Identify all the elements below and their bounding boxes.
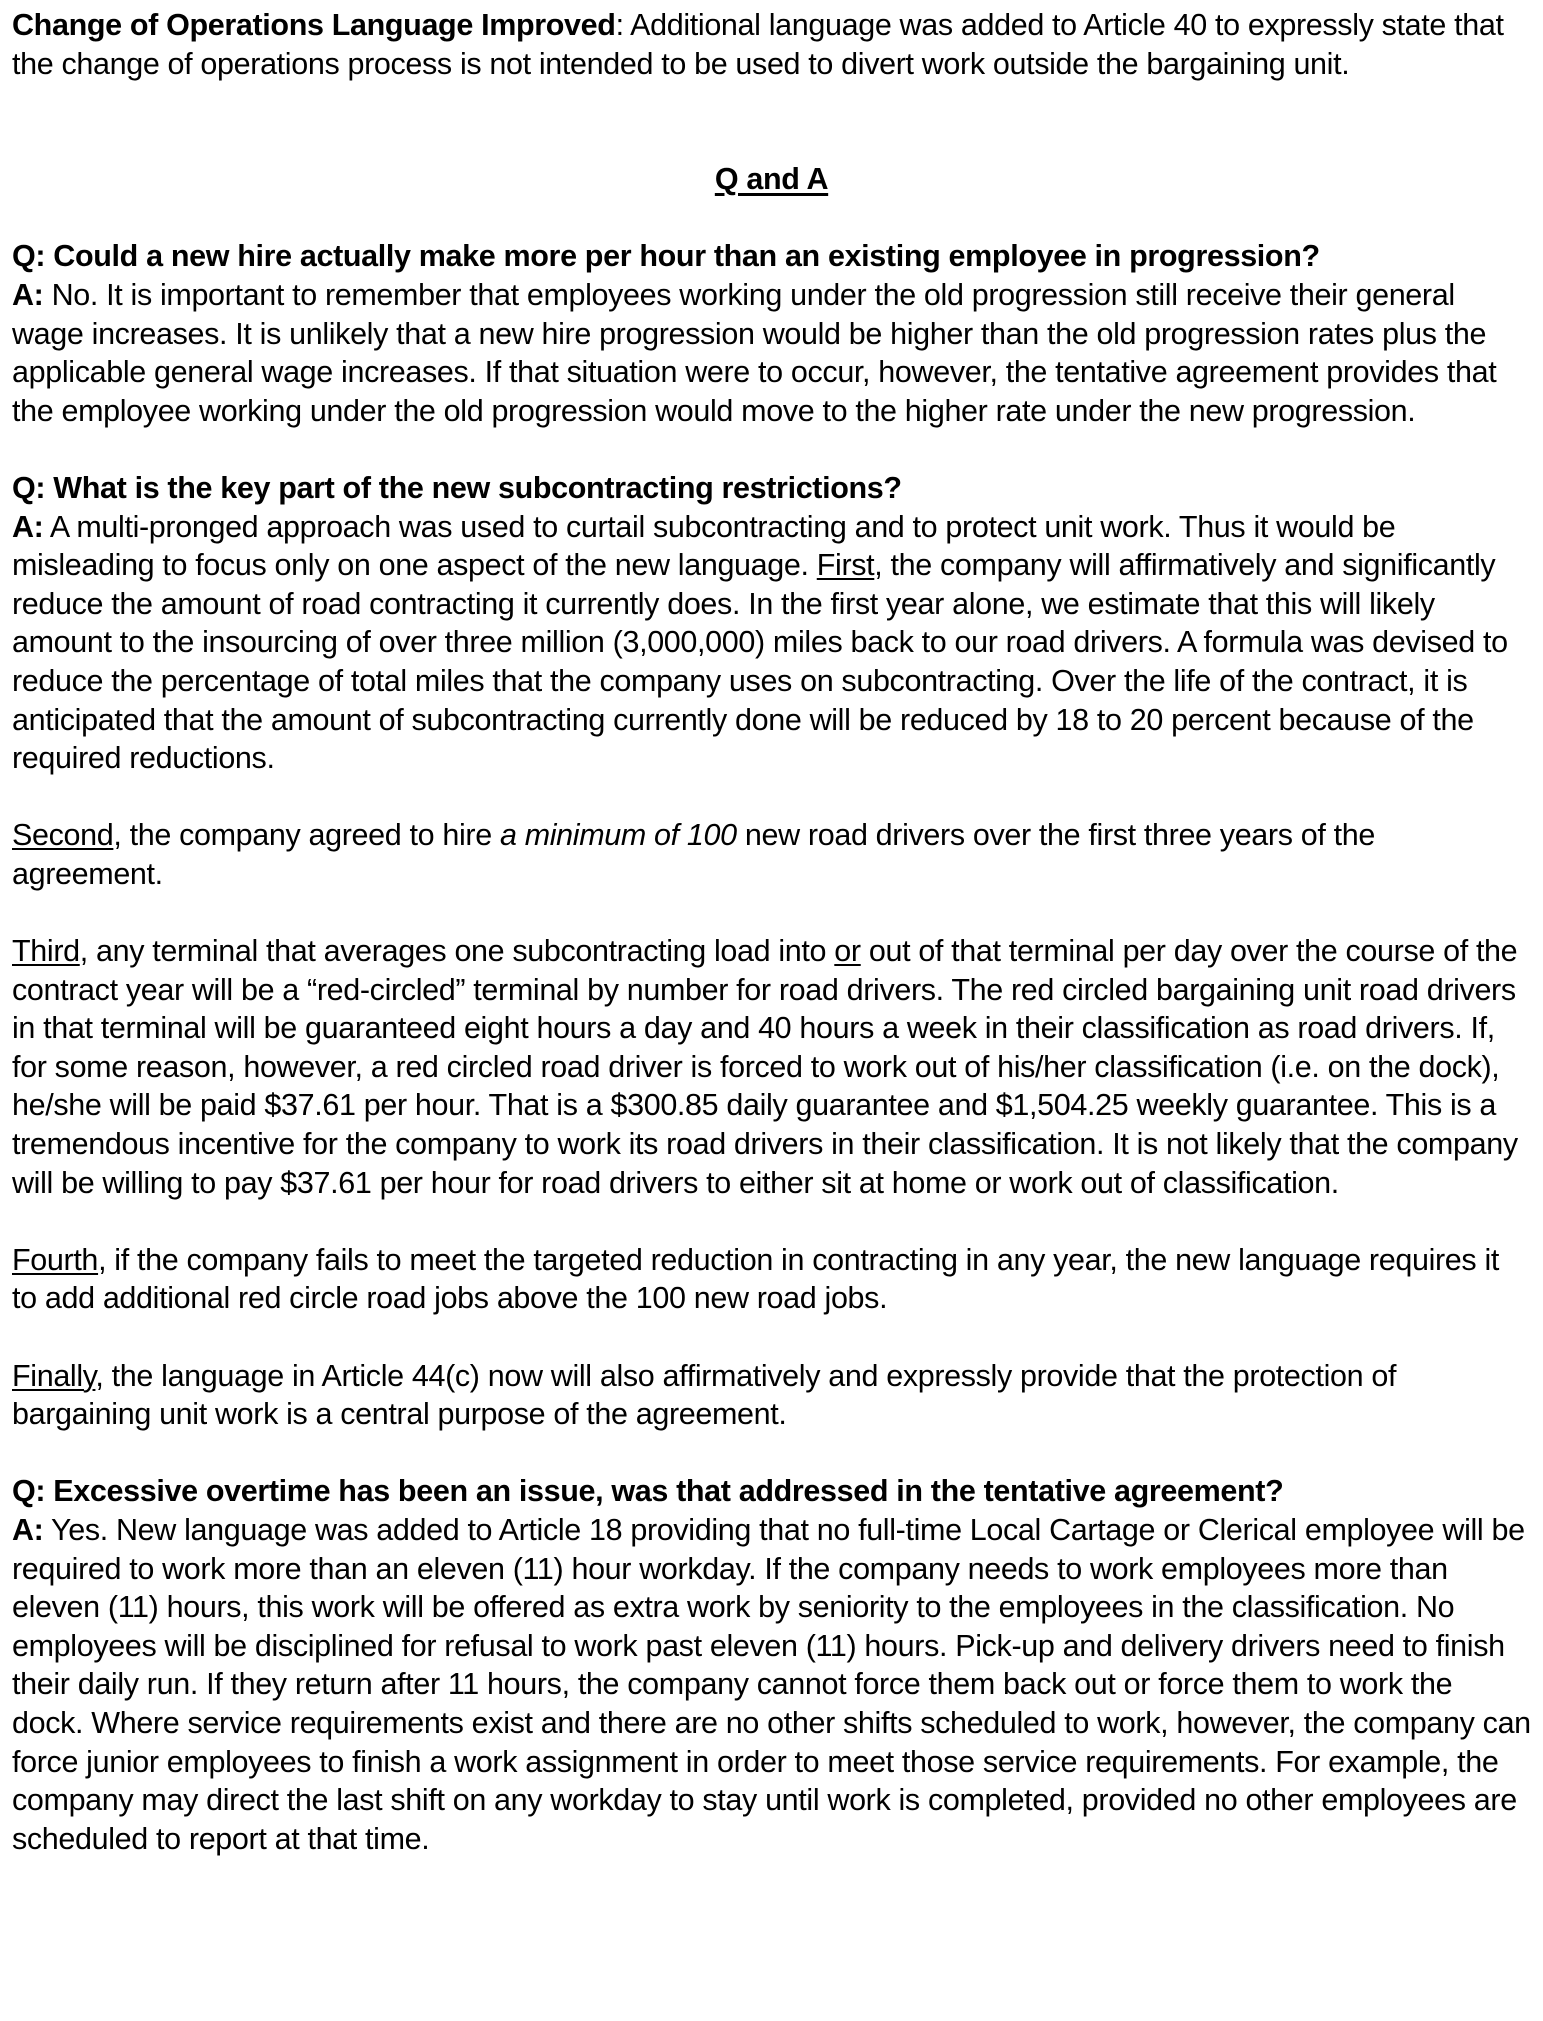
section-heading: Q and A — [714, 162, 829, 197]
first-label: First — [816, 548, 875, 583]
question-1: Q: Could a new hire actually make more per hour than an existing employee in progression? — [12, 239, 1320, 274]
answer-2: A: A multi-pronged approach was used to curtail subcontracting and to protect unit work. Thus it would be misleading to focus only on one aspect of the new language. First, the company will affirmatively and significantly reduce the amount of road contracting it currently does. In the first year alone, we estimate that this will likely amount to the insourcing of over three million (3,000,000) miles back to our road drivers. A formula was devised to reduce the percentage of total miles that the company uses on subcontracting. Over the life of the contract, it is anticipated that the amount of subcontracting currently done will be reduced by 18 to 20 percent because of the required reductions. — [12, 509, 1508, 776]
question-3: Q: Excessive overtime has been an issue, was that addressed in the tentative agreement? — [12, 1474, 1284, 1509]
answer-2-second: Second, the company agreed to hire a minimum of 100 new road drivers over the first three years of the agreement. — [12, 818, 1375, 891]
answer-3: A: Yes. New language was added to Article 18 providing that no full-time Local Cartage or Clerical employee will be required to work more than an eleven (11) hour workday. If the company needs to work employees more than eleven (11) hours, this work will be offered as extra work by seniority to the employees in the classification. No employees will be disciplined for refusal to work past eleven (11) hours. Pick-up and delivery drivers need to finish their daily run. If they return after 11 hours, the company cannot force them back out or force them to work the dock. Where service requirements exist and there are no other shifts scheduled to work, however, the company can force junior employees to finish a work assignment in order to meet those service requirements. For example, the company may direct the last shift on any workday to stay until work is completed, provided no other employees are scheduled to report at that time. — [12, 1512, 1531, 1856]
answer-2-fourth: Fourth, if the company fails to meet the targeted reduction in contracting in any year, the new language requires it to add additional red circle road jobs above the 100 new road jobs. — [12, 1242, 1499, 1316]
third-label: Third — [12, 934, 80, 969]
finally-label: Finally — [12, 1358, 96, 1393]
answer-2-third: Third, any terminal that averages one subcontracting load into or out of that terminal per day over the course of the contract year will be a “red-circled” terminal by number for road drivers. The red circled bargaining unit road drivers in that terminal will be guaranteed eight hours a day and 40 hours a week in their classification as road drivers. If, for some reason, however, a red circled road driver is forced to work out of his/her classification (i.e. on the dock), he/she will be paid $37.61 per hour. That is a $300.85 daily guarantee and $1,504.25 weekly guarantee. This is a tremendous incentive for the company to work its road drivers in their classification. It is not likely that the company will be willing to pay $37.61 per hour for road drivers to either sit at home or work out of classification. — [12, 934, 1518, 1200]
second-emphasis: a minimum of 100 — [499, 818, 737, 853]
second-label: Second — [12, 818, 114, 853]
third-or: or — [834, 934, 861, 969]
intro-paragraph: Change of Operations Language Improved: Additional language was added to Article 40 to expressly state that the change of operations process is not intended to be used to divert work outside the bargaining unit. — [12, 8, 1504, 81]
question-2: Q: What is the key part of the new subcontracting restrictions? — [12, 470, 902, 505]
answer-2-finally: Finally, the language in Article 44(c) now will also affirmatively and expressly provide that the protection of bargaining unit work is a central purpose of the agreement. — [12, 1358, 1397, 1432]
intro-label: Change of Operations Language Improved — [12, 8, 616, 42]
intro-text: Additional language was added to Article 40 to expressly state that the change of operations process is not intended to be used to divert work outside the bargaining unit. — [12, 8, 1504, 81]
fourth-label: Fourth — [12, 1242, 99, 1277]
section-heading-wrap — [12, 160, 1531, 199]
answer-1: A: No. It is important to remember that employees working under the old progression still receive their general wage increases. It is unlikely that a new hire progression would be higher than the old progression rates plus the applicable general wage increases. If that situation were to occur, however, the tentative agreement provides that the employee working under the old progression would move to the higher rate under the new progression. — [12, 277, 1497, 428]
